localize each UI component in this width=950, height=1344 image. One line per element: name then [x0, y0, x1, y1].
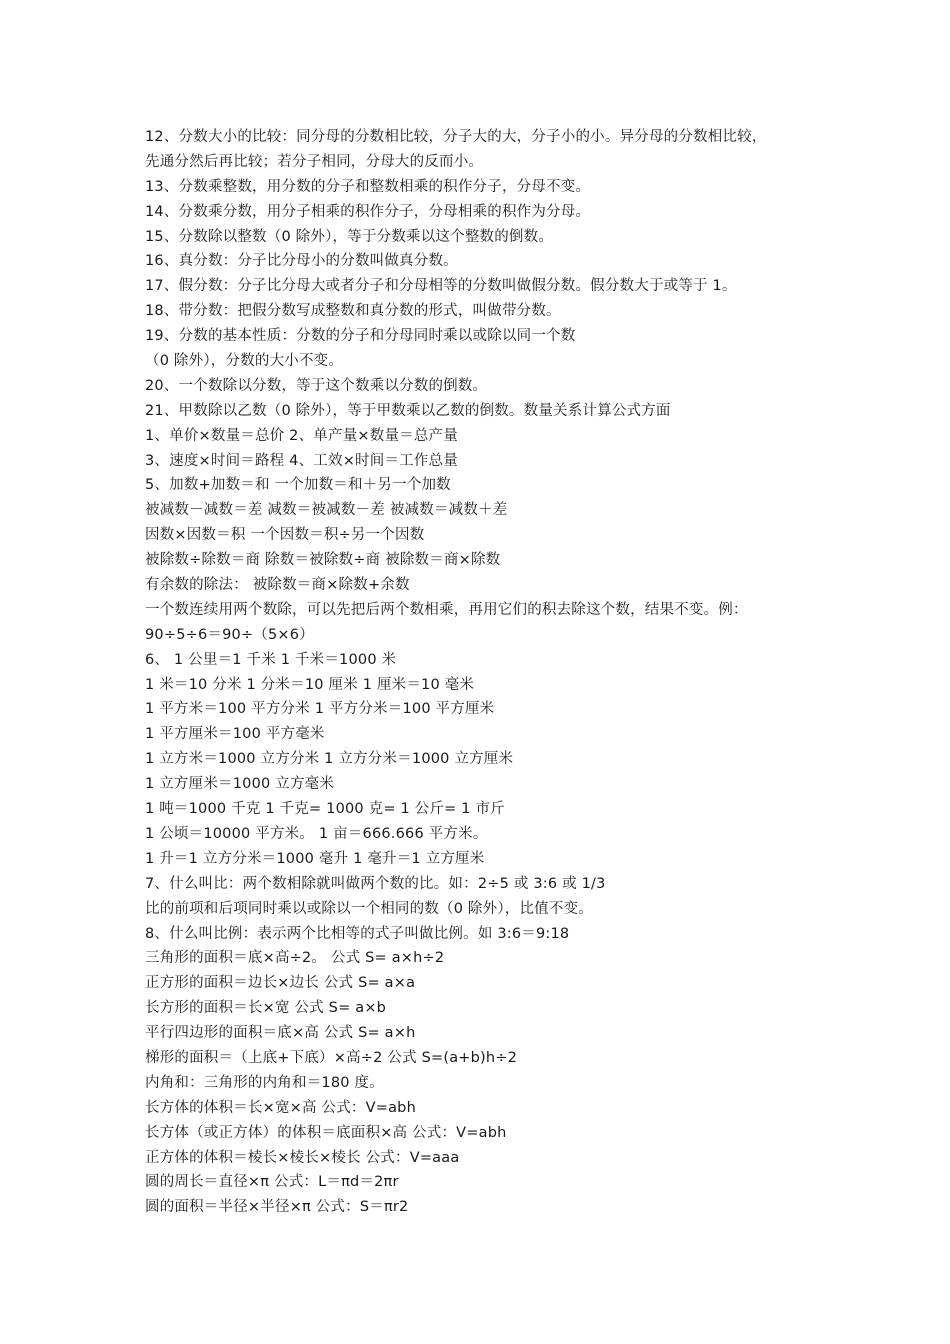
text-line: 圆的周长＝直径×π 公式：L＝πd＝2πr [145, 1174, 399, 1191]
text-line: 18、带分数：把假分数写成整数和真分数的形式，叫做带分数。 [145, 303, 561, 320]
text-line: 13、分数乘整数，用分数的分子和整数相乘的积作分子，分母不变。 [145, 178, 591, 195]
text-line: 8、什么叫比例：表示两个比相等的式子叫做比例。如 3:6＝9:18 [145, 925, 570, 942]
text-line: 1 平方米＝100 平方分米 1 平方分米＝100 平方厘米 [145, 701, 495, 718]
text-line: 因数×因数＝积 一个因数＝积÷另一个因数 [145, 527, 425, 544]
text-line: 1 平方厘米＝100 平方毫米 [145, 726, 325, 743]
text-line: 正方形的面积＝边长×边长 公式 S= a×a [145, 975, 416, 992]
text-line: 15、分数除以整数（0 除外），等于分数乘以这个整数的倒数。 [145, 228, 554, 245]
text-line: 长方形的面积＝长×宽 公式 S= a×b [145, 1000, 387, 1017]
text-line: 正方体的体积＝棱长×棱长×棱长 公式：V=aaa [145, 1149, 460, 1166]
text-line: 平行四边形的面积＝底×高 公式 S= a×h [145, 1025, 416, 1042]
text-line: 1 升＝1 立方分米＝1000 毫升 1 毫升＝1 立方厘米 [145, 850, 485, 867]
document-body [145, 125, 825, 1220]
text-line: 1 立方厘米＝1000 立方毫米 [145, 776, 335, 793]
text-line: 1 立方米＝1000 立方分米 1 立方分米＝1000 立方厘米 [145, 751, 514, 768]
text-line: 梯形的面积＝（上底+下底）×高÷2 公式 S=(a+b)h÷2 [145, 1049, 518, 1066]
text-line: 14、分数乘分数，用分子相乘的积作分子，分母相乘的积作为分母。 [145, 203, 591, 220]
text-line: 7、什么叫比：两个数相除就叫做两个数的比。如：2÷5 或 3:6 或 1/3 [145, 875, 606, 892]
text-line: 一个数连续用两个数除，可以先把后两个数相乘，再用它们的积去除这个数，结果不变。例： [145, 601, 748, 618]
text-line: 90÷5÷6＝90÷（5×6） [145, 626, 314, 643]
text-line: 长方体的体积＝长×宽×高 公式：V=abh [145, 1099, 416, 1116]
text-line: 有余数的除法： 被除数＝商×除数+余数 [145, 577, 410, 594]
text-line: 20、一个数除以分数，等于这个数乘以分数的倒数。 [145, 377, 488, 394]
text-line: 16、真分数：分子比分母小的分数叫做真分数。 [145, 253, 458, 270]
text-line: 1 米＝10 分米 1 分米＝10 厘米 1 厘米＝10 毫米 [145, 676, 475, 693]
text-line: 内角和：三角形的内角和＝180 度。 [145, 1074, 384, 1091]
text-line: 比的前项和后项同时乘以或除以一个相同的数（0 除外），比值不变。 [145, 900, 593, 917]
text-line: 17、假分数：分子比分母大或者分子和分母相等的分数叫做假分数。假分数大于或等于 1。 [145, 278, 737, 295]
text-line: 长方体（或正方体）的体积＝底面积×高 公式：V=abh [145, 1124, 507, 1141]
text-line: （0 除外），分数的大小不变。 [145, 353, 344, 370]
text-line: 6、 1 公里＝1 千米 1 千米＝1000 米 [145, 651, 397, 668]
text-line: 5、加数+加数＝和 一个加数＝和＋另一个加数 [145, 477, 451, 494]
text-line: 1、单价×数量＝总价 2、单产量×数量＝总产量 [145, 427, 458, 444]
text-line: 1 公顷＝10000 平方米。 1 亩＝666.666 平方米。 [145, 825, 488, 842]
text-line: 21、甲数除以乙数（0 除外），等于甲数乘以乙数的倒数。数量关系计算公式方面 [145, 402, 671, 419]
text-line: 3、速度×时间＝路程 4、工效×时间＝工作总量 [145, 452, 458, 469]
text-line: 被除数÷除数＝商 除数＝被除数÷商 被除数＝商×除数 [145, 552, 501, 569]
text-line: 19、分数的基本性质：分数的分子和分母同时乘以或除以同一个数 [145, 328, 576, 345]
text-line: 三角形的面积＝底×高÷2。 公式 S= a×h÷2 [145, 950, 445, 967]
text-line: 圆的面积＝半径×半径×π 公式：S＝πr2 [145, 1199, 409, 1216]
text-line: 12、分数大小的比较：同分母的分数相比较，分子大的大，分子小的小。异分母的分数相比较， [145, 129, 767, 145]
text-line: 1 吨＝1000 千克 1 千克= 1000 克= 1 公斤= 1 市斤 [145, 801, 505, 818]
text-line: 被减数－减数＝差 减数＝被减数－差 被减数＝减数＋差 [145, 502, 508, 519]
text-line: 先通分然后再比较；若分子相同，分母大的反而小。 [145, 153, 484, 170]
